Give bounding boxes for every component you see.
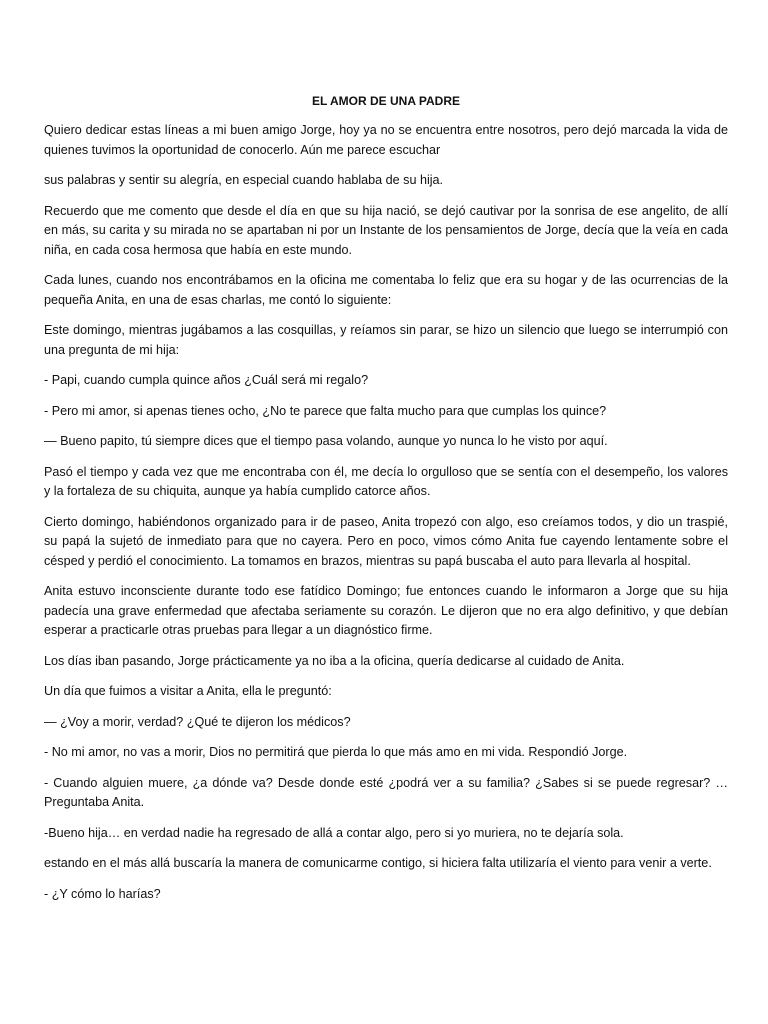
paragraph: - Pero mi amor, si apenas tienes ocho, ¿No te parece que falta mucho para que cumplas los quince?: [44, 403, 607, 418]
paragraph: Cada lunes, cuando nos encontrábamos en la oficina me comentaba lo feliz que era su hogar y de las ocurrencias de la pequeña Anita, en una de esas charlas, me contó lo siguiente:: [44, 273, 728, 307]
paragraph: — ¿Voy a morir, verdad? ¿Qué te dijeron los médicos?: [44, 714, 351, 729]
paragraph: Los días iban pasando, Jorge prácticamente ya no iba a la oficina, quería dedicarse al cuidado de Anita.: [44, 653, 625, 668]
paragraph: estando en el más allá buscaría la manera de comunicarme contigo, si hiciera falta utilizaría el viento para venir a verte.: [44, 856, 712, 870]
document-page: [44, 92, 728, 915]
paragraph: Este domingo, mientras jugábamos a las cosquillas, y reíamos sin parar, se hizo un silencio que luego se interrumpió con una pregunta de mi hija:: [44, 323, 728, 357]
paragraph: Cierto domingo, habiéndonos organizado para ir de paseo, Anita tropezó con algo, eso creíamos todos, y dio un traspié, su papá la sujetó de inmediato para que no cayera. Pero en poco, vimos cómo Anita fue cayendo lentamente sobre el césped y perdió el conocimiento. La tomamos en brazos, mientras su papá buscaba el auto para llevarla al hospital.: [44, 514, 728, 568]
paragraph: — Bueno papito, tú siempre dices que el tiempo pasa volando, aunque yo nunca lo he visto por aquí.: [44, 434, 608, 448]
paragraph: Quiero dedicar estas líneas a mi buen amigo Jorge, hoy ya no se encuentra entre nosotros, pero dejó marcada la vida de quienes tuvimos la oportunidad de conocerlo. Aún me parece escuchar: [44, 123, 728, 157]
paragraph: - Papi, cuando cumpla quince años ¿Cuál será mi regalo?: [44, 373, 369, 387]
paragraph: - No mi amor, no vas a morir, Dios no permitirá que pierda lo que más amo en mi vida. Respondió Jorge.: [44, 745, 628, 759]
paragraph: Anita estuvo inconsciente durante todo ese fatídico Domingo; fue entonces cuando le informaron a Jorge que su hija padecía una grave enfermedad que afectaba seriamente su corazón. Le dijeron que no era algo definitivo, y que debían esperar a practicarle otras pruebas para llegar a un diagnóstico firme.: [44, 584, 728, 637]
paragraph: Un día que fuimos a visitar a Anita, ella le preguntó:: [44, 684, 332, 698]
paragraph: - Cuando alguien muere, ¿a dónde va? Desde donde esté ¿podrá ver a su familia? ¿Sabes si se puede regresar? … Preguntaba Anita.: [44, 775, 728, 809]
paragraph: sus palabras y sentir su alegría, en especial cuando hablaba de su hija.: [44, 173, 444, 187]
paragraph: - ¿Y cómo lo harías?: [44, 886, 161, 901]
paragraph: Recuerdo que me comento que desde el día en que su hija nació, se dejó cautivar por la sonrisa de ese angelito, de allí en más, su carita y su mirada no se apartaban ni por un Instante de los pensamientos de Jorge, decía que la veía en cada niña, en cada cosa hermosa que había en este mundo.: [44, 203, 728, 257]
paragraph: -Bueno hija… en verdad nadie ha regresado de allá a contar algo, pero si yo muriera, no te dejaría sola.: [44, 825, 624, 840]
document-title: EL AMOR DE UNA PADRE: [311, 94, 460, 108]
paragraph: Pasó el tiempo y cada vez que me encontraba con él, me decía lo orgulloso que se sentía con el desempeño, los valores y la fortaleza de su chiquita, aunque ya había cumplido catorce años.: [44, 464, 728, 498]
